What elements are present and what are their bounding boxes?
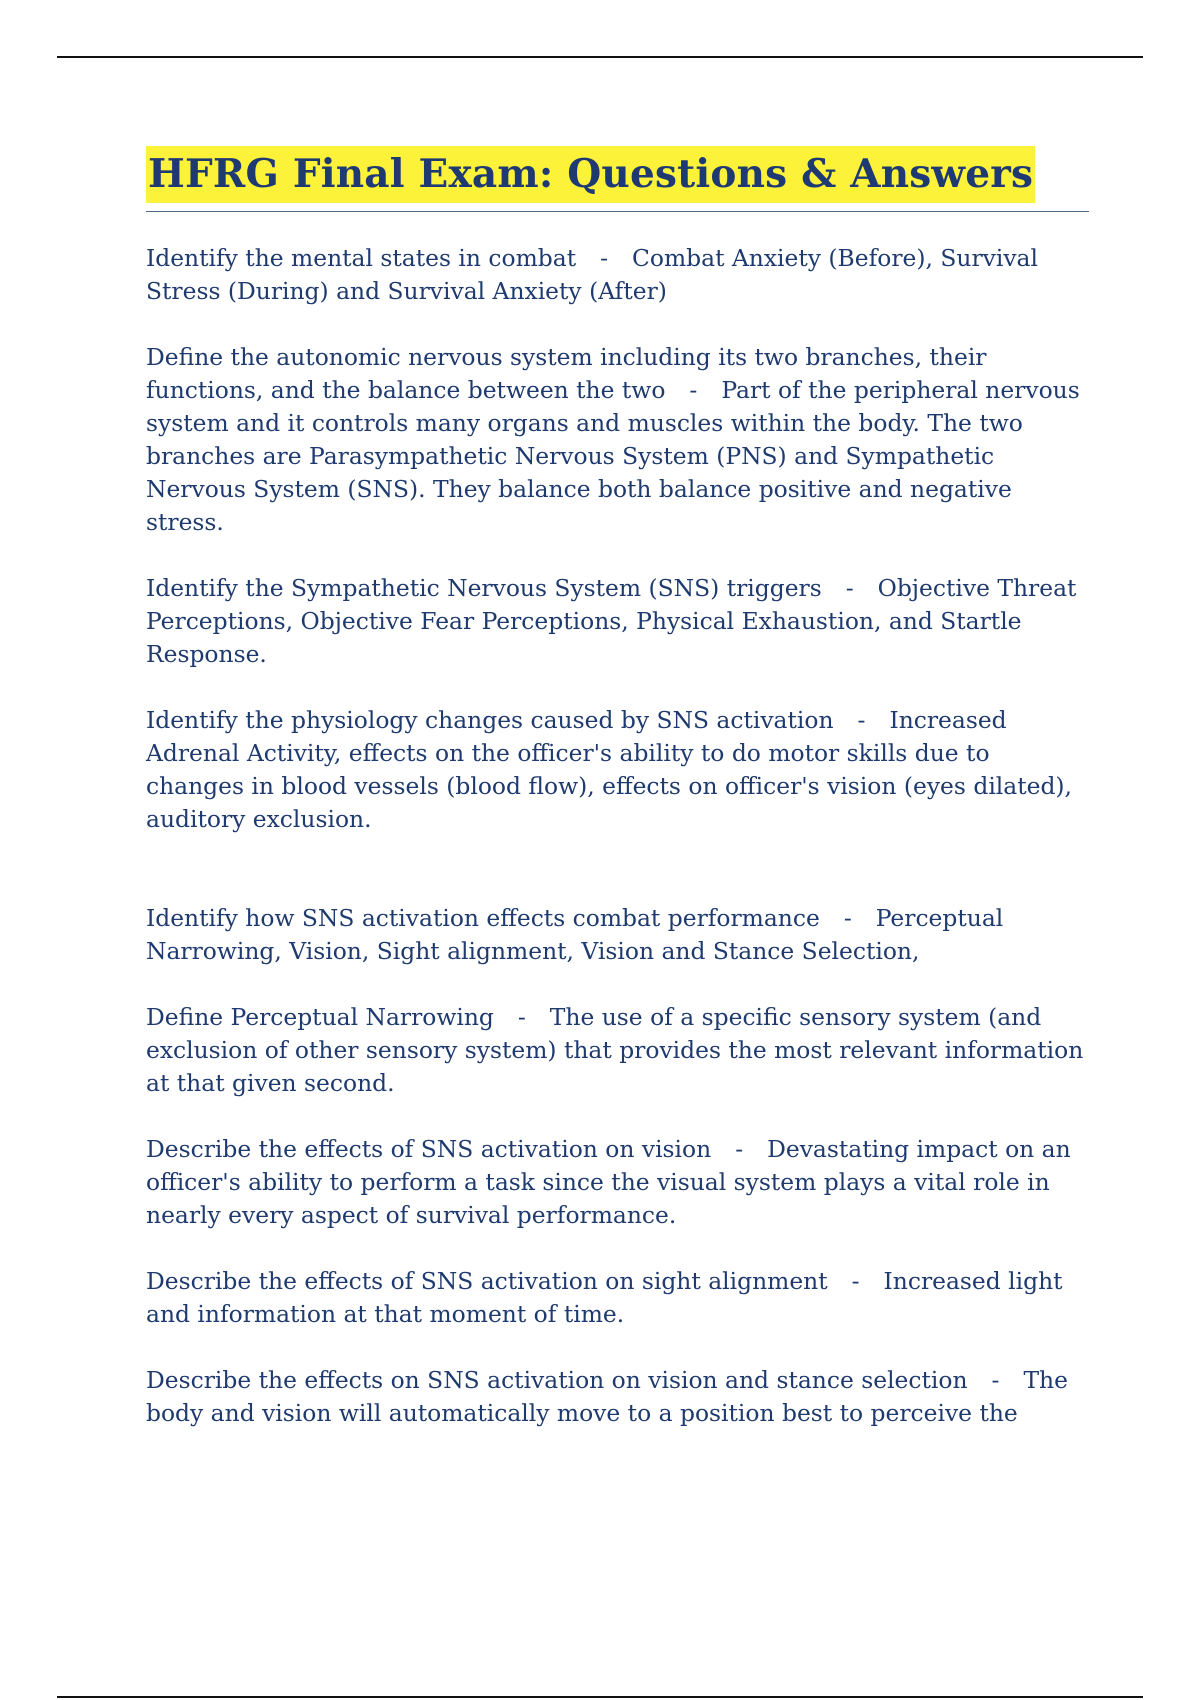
qa-item <box>146 902 1089 968</box>
answer-text: Increased light and information at that moment of time. <box>146 1267 1063 1328</box>
answer-text: Increased Adrenal Activity, effects on the officer's ability to do motor skills due to changes in blood vessels (blood flow), effects on officer's vision (eyes dilated), auditory exclusion. <box>146 706 1072 833</box>
qa-item <box>146 341 1089 539</box>
answer-text: The body and vision will automatically move to a position best to perceive the <box>146 1366 1068 1427</box>
question-text: Define Perceptual Narrowing <box>146 1003 494 1031</box>
qa-item <box>146 704 1089 836</box>
qa-item <box>146 1364 1089 1430</box>
title-block <box>146 146 1089 212</box>
qa-item <box>146 1133 1089 1232</box>
qa-item <box>146 1265 1089 1331</box>
question-text: Identify the physiology changes caused by SNS activation <box>146 706 834 734</box>
qa-separator: - <box>991 1366 1000 1394</box>
qa-separator: - <box>689 376 698 404</box>
page-bottom-rule <box>57 1696 1143 1698</box>
qa-item <box>146 1001 1089 1100</box>
answer-text: Devastating impact on an officer's ability to perform a task since the visual system plays a vital role in nearly every aspect of survival performance. <box>146 1135 1071 1229</box>
answer-text: Objective Threat Perceptions, Objective Fear Perceptions, Physical Exhaustion, and Startle Response. <box>146 574 1077 668</box>
question-text: Describe the effects on SNS activation on vision and stance selection <box>146 1366 968 1394</box>
qa-separator: - <box>851 1267 860 1295</box>
qa-item <box>146 572 1089 671</box>
answer-text: Part of the peripheral nervous system and it controls many organs and muscles within the body. The two branches are Parasympathetic Nervous System (PNS) and Sympathetic Nervous System (SNS). They balance both balance positive and negative stress. <box>146 376 1080 536</box>
question-text: Identify the mental states in combat <box>146 244 577 272</box>
qa-separator: - <box>517 1003 526 1031</box>
qa-item <box>146 242 1089 308</box>
qa-separator: - <box>843 904 852 932</box>
answer-text: Perceptual Narrowing, Vision, Sight alignment, Vision and Stance Selection, <box>146 904 1004 965</box>
answer-text: The use of a specific sensory system (and exclusion of other sensory system) that provides the most relevant information at that given second. <box>146 1003 1084 1097</box>
question-text: Describe the effects of SNS activation on vision <box>146 1135 712 1163</box>
document-body <box>146 146 1089 1463</box>
page-top-rule <box>57 56 1143 58</box>
qa-list <box>146 242 1089 1430</box>
question-text: Identify how SNS activation effects combat performance <box>146 904 820 932</box>
question-text: Describe the effects of SNS activation on sight alignment <box>146 1267 828 1295</box>
question-text: Define the autonomic nervous system including its two branches, their functions, and the balance between the two <box>146 343 987 404</box>
qa-separator: - <box>600 244 608 272</box>
answer-text: Combat Anxiety (Before), Survival Stress (During) and Survival Anxiety (After) <box>146 244 1038 305</box>
page-title: HFRG Final Exam: Questions & Answers <box>146 146 1035 203</box>
qa-separator: - <box>845 574 854 602</box>
qa-separator: - <box>735 1135 744 1163</box>
question-text: Identify the Sympathetic Nervous System (SNS) triggers <box>146 574 822 602</box>
qa-separator: - <box>857 706 866 734</box>
